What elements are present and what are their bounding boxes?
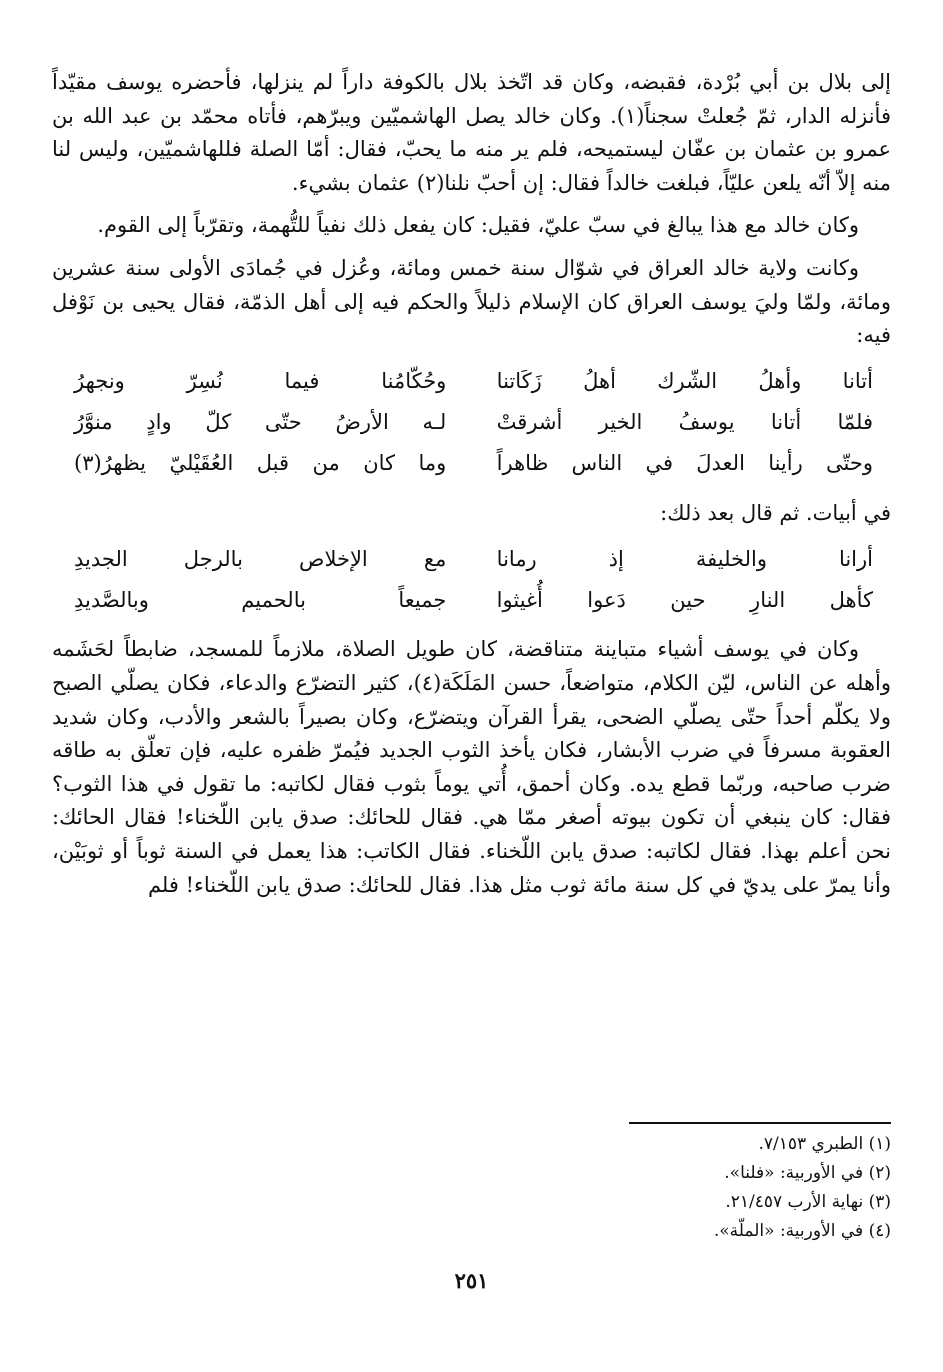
poem-1 xyxy=(52,362,891,485)
verse-second-hemistich: لـه الأرضُ حتّى كلّ وادٍ منوَّرُ xyxy=(74,410,447,435)
footnote-3: (٣) نهاية الأرب ٢١/٤٥٧. xyxy=(725,1192,891,1212)
footnote-1: (١) الطبري ٧/١٥٣. xyxy=(758,1134,891,1154)
verse-first-hemistich: فلمّا أتانا يوسفُ الخير أشرقتْ xyxy=(496,410,873,435)
footnote-4: (٤) في الأوربية: «الملّة». xyxy=(713,1221,891,1241)
paragraph-2: وكان خالد مع هذا يبالغ في سبّ عليّ، فقيل: كان يفعل ذلك نفياً للتُّهمة، وتقرّباً إلى القوم. xyxy=(97,213,859,238)
verse-first-hemistich: كأهل النارِ حين دَعوا أُغيثوا xyxy=(496,588,873,613)
verse-second-hemistich: وما كان من قبل العُقَيْليّ يظهرُ(٣) xyxy=(74,451,447,476)
paragraph-1: إلى بلال بن أبي بُرْدة، فقبضه، وكان قد اتّخذ بلال بالكوفة داراً لم ينزلها، فأحضره يوسف مقيّداً فأنزله الدار، ثمّ جُعلتْ سجناً(١). وكان خالد يصل الهاشميّين ويبرّهم، فأتاه محمّد بن عبد الله بن عمرو بن عثمان بن عفّان ليستميحه، فلم ير منه ما يحبّ، فقال: أمّا الصلة فللهاشميّين، وليس لنا منه إلاّ أنّه يلعن عليّاً، فبلغت خالداً فقال: إن أحبّ نلنا(٢) عثمان بشيء. xyxy=(52,70,891,195)
verse-line xyxy=(52,403,891,444)
verse-line xyxy=(52,580,891,621)
footnote-2: (٢) في الأوربية: «فلنا». xyxy=(724,1163,891,1183)
verse-line xyxy=(52,539,891,580)
footnotes xyxy=(52,1130,891,1246)
paragraph-4: وكان في يوسف أشياء متباينة متناقضة، كان طويل الصلاة، ملازماً للمسجد، ضابطاً لحَشَمه وأهله عن الناس، ليّن الكلام، متواضعاً، حسن المَلَكَة(٤)، كثير التضرّع والدعاء، فكان يصلّي الصبح ولا يكلّم أحداً حتّى يصلّي الضحى، يقرأ القرآن ويتضرّع، وكان بصيراً بالشعر والأدب، وكان شديد العقوبة مسرفاً في ضرب الأبشار، فكان يأخذ الثوب الجديد فيُمرّ ظفره عليه، فإن تعلّق به طاقه ضرب صاحبه، وربّما قطع يده. وكان أحمق، أُتي يوماً بثوب فقال لكاتبه: ما تقول في هذا الثوب؟ فقال: كان ينبغي أن تكون بيوته أصغر ممّا هي. فقال للحائك: صدق يابن اللّخناء! فقال الحائك: نحن أعلم بهذا. فقال لكاتبه: صدق يابن اللّخناء. فقال الكاتب: هذا يعمل في السنة ثوباً أو ثوبَيْن، وأنا يمرّ على يديّ في كل سنة مائة ثوب مثل هذا. فقال للحائك: صدق يابن اللّخناء! فلم xyxy=(52,637,891,897)
verse-first-hemistich: أتانا وأهلُ الشّرك أهلُ زَكَاتنا xyxy=(496,369,873,394)
footnote-divider xyxy=(629,1122,891,1124)
verse-first-hemistich: أرانا والخليفة إذ رمانا xyxy=(496,547,873,572)
verse-second-hemistich: مع الإخلاص بالرجل الجديدِ xyxy=(74,547,447,572)
interlude-text: في أبيات. ثم قال بعد ذلك: xyxy=(660,500,891,525)
paragraph-3: وكانت ولاية خالد العراق في شوّال سنة خمس ومائة، وعُزل في جُمادَى الأولى سنة عشرين ومائة، ولمّا وليَ يوسف العراق كان الإسلام ذليلاً والحكم فيه إلى أهل الذمّة، فقال يحيى بن نَوْفل فيه: xyxy=(52,255,891,348)
verse-line xyxy=(52,362,891,403)
verse-first-hemistich: وحتّى رأينا العدلَ في الناس ظاهراً xyxy=(496,451,873,476)
verse-second-hemistich: جميعاً بالحميم وبالصَّديدِ xyxy=(74,588,447,613)
poem-2 xyxy=(52,539,891,621)
verse-line xyxy=(52,444,891,485)
page-number: ٢٥١ xyxy=(454,1268,489,1293)
verse-second-hemistich: وحُكّامُنا فيما نُسِرّ ونجهرُ xyxy=(74,369,447,394)
main-text xyxy=(52,66,891,911)
